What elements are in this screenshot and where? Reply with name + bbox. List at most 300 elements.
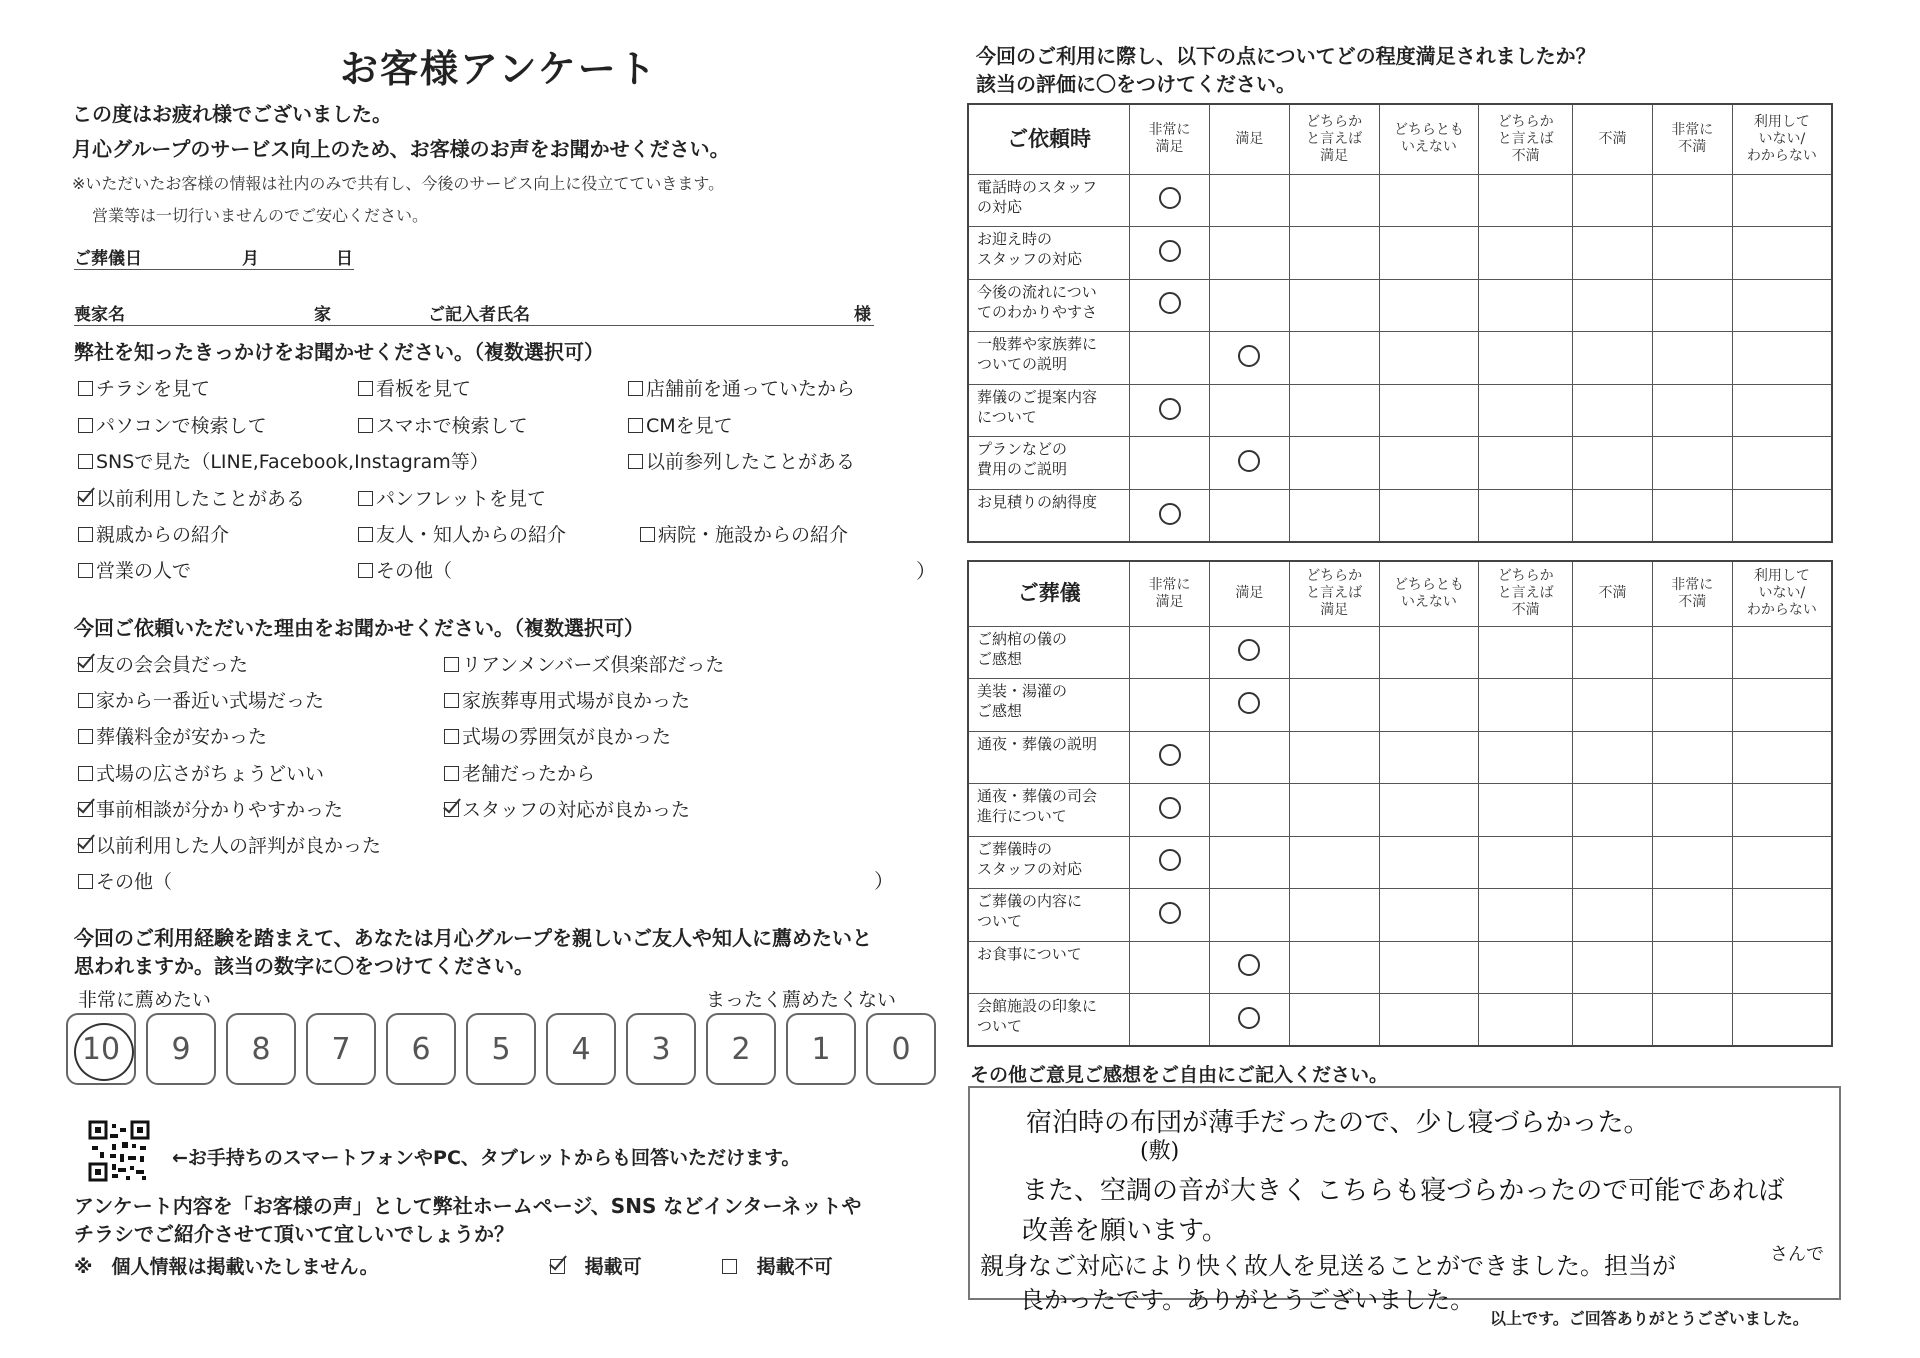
request-rating-cell-1-6[interactable] xyxy=(1652,227,1732,280)
q2-option-6[interactable] xyxy=(78,759,324,786)
funeral-rating-cell-0-1[interactable] xyxy=(1209,626,1289,679)
request-column-header-1-line-0: 満足 xyxy=(1235,130,1264,147)
score-button-4[interactable]: 4 xyxy=(546,1013,616,1085)
q2-option-3[interactable] xyxy=(444,686,690,713)
publish-ok-option[interactable] xyxy=(550,1252,642,1279)
request-row-label-4-line-0: 葬儀のご提案内容 xyxy=(977,387,1098,406)
q2-option-1-checkbox[interactable] xyxy=(444,657,459,672)
q1-option-6-checkbox[interactable] xyxy=(78,454,93,469)
funeral-column-header-5-line-0: 不満 xyxy=(1598,585,1627,602)
funeral-rating-cell-5-1[interactable] xyxy=(1209,889,1289,942)
table-row xyxy=(968,889,1832,942)
publish-ok-label: 掲載可 xyxy=(584,1256,642,1278)
q2-option-6-checkbox[interactable] xyxy=(78,766,93,781)
funeral-rating-cell-5-0[interactable] xyxy=(1130,889,1210,942)
request-rating-cell-0-4[interactable] xyxy=(1479,174,1573,227)
q2-option-9-checkbox[interactable] xyxy=(444,802,459,817)
satisfaction-line-1: 今回のご利用に際し、以下の点についてどの程度満足されましたか？ xyxy=(976,44,1596,68)
request-rating-cell-2-7[interactable] xyxy=(1732,279,1832,332)
q1-close-paren: ） xyxy=(916,559,936,583)
q1-option-5-checkbox[interactable] xyxy=(628,418,643,433)
funeral-rating-cell-6-6[interactable] xyxy=(1652,941,1732,994)
funeral-rating-cell-7-4[interactable] xyxy=(1479,994,1573,1047)
score-button-6[interactable]: 6 xyxy=(386,1013,456,1085)
comments-title: その他ご意見ご感想をご自由にご記入ください。 xyxy=(970,1064,1389,1086)
request-rating-cell-6-2[interactable] xyxy=(1289,490,1379,543)
q1-option-1-checkbox[interactable] xyxy=(358,381,373,396)
closing-text: 以上です。ご回答ありがとうございました。 xyxy=(1490,1309,1809,1328)
q2-option-9[interactable] xyxy=(444,795,690,822)
score-button-8[interactable]: 8 xyxy=(226,1013,296,1085)
funeral-rating-cell-6-1[interactable] xyxy=(1209,941,1289,994)
circle-mark-icon xyxy=(1159,398,1181,420)
q1-option-12-checkbox[interactable] xyxy=(640,527,655,542)
request-rating-cell-5-3[interactable] xyxy=(1379,437,1479,490)
request-rating-cell-1-4[interactable] xyxy=(1479,227,1573,280)
funeral-rating-cell-6-5[interactable] xyxy=(1573,941,1653,994)
funeral-rating-cell-6-7[interactable] xyxy=(1732,941,1832,994)
q2-option-8[interactable] xyxy=(78,795,343,822)
circle-mark-icon xyxy=(1238,1007,1260,1029)
request-satisfaction-table xyxy=(967,103,1833,543)
q2-option-3-label: 家族葬専用式場が良かった xyxy=(462,690,691,712)
funeral-rating-cell-3-2[interactable] xyxy=(1289,784,1379,837)
circle-mark-icon xyxy=(1238,450,1260,472)
q1-option-7-label: 以前参列したことがある xyxy=(646,451,856,473)
q2-option-2-checkbox[interactable] xyxy=(78,693,93,708)
funeral-rating-cell-6-4[interactable] xyxy=(1479,941,1573,994)
request-column-header-4-line-1: と言えば xyxy=(1497,130,1554,147)
table-row xyxy=(968,490,1832,543)
q2-option-7[interactable] xyxy=(444,759,595,786)
circle-mark-icon xyxy=(1159,240,1181,262)
funeral-rating-cell-7-5[interactable] xyxy=(1573,994,1653,1047)
request-rating-cell-0-7[interactable] xyxy=(1732,174,1832,227)
request-rating-cell-6-0[interactable] xyxy=(1130,490,1210,543)
request-row-label-4-line-1: について xyxy=(977,407,1037,426)
request-rating-cell-1-0[interactable] xyxy=(1130,227,1210,280)
funeral-rating-cell-3-5[interactable] xyxy=(1573,784,1653,837)
funeral-column-header-1 xyxy=(1209,561,1289,626)
funeral-row-label-0 xyxy=(968,626,1130,679)
request-rating-cell-1-7[interactable] xyxy=(1732,227,1832,280)
q1-option-6-label: SNSで見た（LINE,Facebook,Instagram等） xyxy=(96,451,489,473)
score-button-10[interactable]: 10 xyxy=(66,1013,136,1085)
q1-option-8-checkbox[interactable] xyxy=(78,491,93,506)
funeral-column-header-6 xyxy=(1652,561,1732,626)
request-rating-cell-3-3[interactable] xyxy=(1379,332,1479,385)
request-rating-cell-5-7[interactable] xyxy=(1732,437,1832,490)
comment-line-2: また、空調の音が大きく こちらも寝づらかったので可能であれば xyxy=(1022,1176,1785,1206)
funeral-rating-cell-5-7[interactable] xyxy=(1732,889,1832,942)
funeral-rating-cell-1-1[interactable] xyxy=(1209,679,1289,732)
q1-option-4-checkbox[interactable] xyxy=(358,418,373,433)
q1-option-14[interactable] xyxy=(358,556,452,583)
q1-title: 弊社を知ったきっかけをお聞かせください。（複数選択可） xyxy=(74,340,604,364)
funeral-rating-cell-3-3[interactable] xyxy=(1379,784,1479,837)
q1-option-5-label: CMを見て xyxy=(646,415,733,437)
q2-option-10-checkbox[interactable] xyxy=(78,838,93,853)
request-row-label-6-line-0: お見積りの納得度 xyxy=(977,493,1098,512)
funeral-rating-cell-2-7[interactable] xyxy=(1732,731,1832,784)
funeral-row-label-1-line-0: 美装・湯灌の xyxy=(977,682,1068,700)
q1-option-2[interactable] xyxy=(628,374,855,401)
funeral-row-label-4 xyxy=(968,836,1130,889)
funeral-column-header-0-line-1: 満足 xyxy=(1155,593,1184,610)
request-rating-cell-2-0[interactable] xyxy=(1130,279,1210,332)
request-rating-cell-2-3[interactable] xyxy=(1379,279,1479,332)
family-suffix: 家 xyxy=(314,305,331,325)
funeral-rating-cell-4-2[interactable] xyxy=(1289,836,1379,889)
request-rating-cell-2-2[interactable] xyxy=(1289,279,1379,332)
table-row xyxy=(968,279,1832,332)
satisfaction-question xyxy=(976,42,1596,98)
funeral-rating-cell-5-3[interactable] xyxy=(1379,889,1479,942)
funeral-rating-cell-0-0[interactable] xyxy=(1130,626,1210,679)
q1-option-3[interactable] xyxy=(78,411,267,438)
funeral-rating-cell-3-0[interactable] xyxy=(1130,784,1210,837)
funeral-rating-cell-0-5[interactable] xyxy=(1573,626,1653,679)
funeral-rating-cell-3-4[interactable] xyxy=(1479,784,1573,837)
funeral-rating-cell-6-3[interactable] xyxy=(1379,941,1479,994)
q1-option-9-checkbox[interactable] xyxy=(358,491,373,506)
q2-option-4-checkbox[interactable] xyxy=(78,729,93,744)
request-rating-cell-1-2[interactable] xyxy=(1289,227,1379,280)
request-rating-cell-0-0[interactable] xyxy=(1130,174,1210,227)
request-rating-cell-3-4[interactable] xyxy=(1479,332,1573,385)
request-rating-cell-4-4[interactable] xyxy=(1479,384,1573,437)
request-rating-cell-6-3[interactable] xyxy=(1379,490,1479,543)
q1-option-5[interactable] xyxy=(628,411,733,438)
funeral-rating-cell-4-4[interactable] xyxy=(1479,836,1573,889)
request-rating-cell-0-5[interactable] xyxy=(1573,174,1653,227)
circle-mark-icon xyxy=(1159,292,1181,314)
q1-option-10-checkbox[interactable] xyxy=(78,527,93,542)
publish-ng-checkbox[interactable] xyxy=(722,1259,737,1274)
request-rating-cell-3-0[interactable] xyxy=(1130,332,1210,385)
funeral-rating-cell-2-0[interactable] xyxy=(1130,731,1210,784)
score-button-7[interactable]: 7 xyxy=(306,1013,376,1085)
request-rating-cell-4-2[interactable] xyxy=(1289,384,1379,437)
funeral-rating-cell-2-3[interactable] xyxy=(1379,731,1479,784)
funeral-rating-cell-5-4[interactable] xyxy=(1479,889,1573,942)
request-rating-cell-4-0[interactable] xyxy=(1130,384,1210,437)
request-rating-cell-1-3[interactable] xyxy=(1379,227,1479,280)
q1-option-7-checkbox[interactable] xyxy=(628,454,643,469)
request-column-header-3-line-0: どちらとも xyxy=(1393,122,1464,139)
q1-option-11-checkbox[interactable] xyxy=(358,527,373,542)
funeral-row-label-2-line-0: 通夜・葬儀の説明 xyxy=(977,734,1098,753)
q1-option-9[interactable] xyxy=(358,484,546,511)
funeral-column-header-3 xyxy=(1379,561,1479,626)
request-row-label-1-line-0: お迎え時の xyxy=(977,230,1053,249)
funeral-row-label-7-line-0: 会館施設の印象に xyxy=(977,997,1098,1015)
request-rating-cell-5-5[interactable] xyxy=(1573,437,1653,490)
q1-option-13-checkbox[interactable] xyxy=(78,563,93,578)
funeral-rating-cell-1-0[interactable] xyxy=(1130,679,1210,732)
q1-option-2-checkbox[interactable] xyxy=(628,381,643,396)
q2-option-7-checkbox[interactable] xyxy=(444,766,459,781)
request-column-header-4 xyxy=(1479,104,1573,174)
request-row-label-1 xyxy=(968,227,1130,280)
funeral-row-label-3-line-1: 進行について xyxy=(977,807,1067,825)
scale-left-label: 非常に薦めたい xyxy=(78,989,212,1011)
funeral-rating-cell-1-2[interactable] xyxy=(1289,679,1379,732)
funeral-rating-cell-4-3[interactable] xyxy=(1379,836,1479,889)
request-rating-cell-1-5[interactable] xyxy=(1573,227,1653,280)
funeral-rating-cell-7-2[interactable] xyxy=(1289,994,1379,1047)
request-section-title: ご依頼時 xyxy=(968,104,1130,174)
q2-option-0-checkbox[interactable] xyxy=(78,657,93,672)
funeral-rating-cell-4-1[interactable] xyxy=(1209,836,1289,889)
q2-option-2[interactable] xyxy=(78,686,324,713)
request-rating-cell-3-6[interactable] xyxy=(1652,332,1732,385)
funeral-rating-cell-3-6[interactable] xyxy=(1652,784,1732,837)
funeral-column-header-4 xyxy=(1479,561,1573,626)
q2-option-3-checkbox[interactable] xyxy=(444,693,459,708)
request-column-header-5 xyxy=(1573,104,1653,174)
circle-mark-icon xyxy=(1238,345,1260,367)
month-label: 月 xyxy=(242,249,259,269)
q2-option-8-label: 事前相談が分かりやすかった xyxy=(96,799,344,821)
funeral-row-label-2 xyxy=(968,731,1130,784)
funeral-rating-cell-2-1[interactable] xyxy=(1209,731,1289,784)
q1-option-11[interactable] xyxy=(358,520,566,547)
q1-option-13[interactable] xyxy=(78,556,191,583)
funeral-rating-cell-0-4[interactable] xyxy=(1479,626,1573,679)
request-row-label-5-line-0: プランなどの xyxy=(977,440,1068,459)
q1-option-0[interactable] xyxy=(78,374,210,401)
request-rating-cell-4-6[interactable] xyxy=(1652,384,1732,437)
funeral-rating-cell-4-5[interactable] xyxy=(1573,836,1653,889)
funeral-rating-cell-0-2[interactable] xyxy=(1289,626,1379,679)
qr-code-icon[interactable] xyxy=(88,1120,150,1182)
table-row xyxy=(968,784,1832,837)
name-fields[interactable] xyxy=(74,300,874,326)
funeral-rating-cell-1-4[interactable] xyxy=(1479,679,1573,732)
q1-option-1[interactable] xyxy=(358,374,471,401)
q1-option-8-label: 以前利用したことがある xyxy=(96,488,306,510)
circle-mark-icon xyxy=(1159,744,1181,766)
request-rating-cell-0-2[interactable] xyxy=(1289,174,1379,227)
circle-mark-icon xyxy=(1159,503,1181,525)
request-row-label-2-line-0: 今後の流れについ xyxy=(977,282,1097,301)
comment-insert: (敷) xyxy=(1140,1139,1180,1164)
recommend-scale xyxy=(66,1013,936,1085)
funeral-rating-cell-4-7[interactable] xyxy=(1732,836,1832,889)
funeral-rating-cell-1-6[interactable] xyxy=(1652,679,1732,732)
funeral-rating-cell-2-6[interactable] xyxy=(1652,731,1732,784)
request-rating-cell-2-4[interactable] xyxy=(1479,279,1573,332)
request-column-header-4-line-0: どちらか xyxy=(1497,113,1554,130)
q1-option-3-checkbox[interactable] xyxy=(78,418,93,433)
funeral-rating-cell-6-2[interactable] xyxy=(1289,941,1379,994)
q2-option-11-checkbox[interactable] xyxy=(78,874,93,889)
scale-right-label: まったく薦めたくない xyxy=(706,989,897,1011)
funeral-rating-cell-1-3[interactable] xyxy=(1379,679,1479,732)
funeral-rating-cell-7-3[interactable] xyxy=(1379,994,1479,1047)
q2-option-4[interactable] xyxy=(78,722,267,749)
funeral-row-label-1 xyxy=(968,679,1130,732)
comment-line-5: 良かったです。ありがとうございました。 xyxy=(1020,1286,1475,1314)
score-button-3[interactable]: 3 xyxy=(626,1013,696,1085)
publish-ng-option[interactable] xyxy=(722,1252,833,1279)
request-rating-cell-6-6[interactable] xyxy=(1652,490,1732,543)
request-column-header-1 xyxy=(1209,104,1289,174)
score-button-1[interactable]: 1 xyxy=(786,1013,856,1085)
q2-option-5-label: 式場の雰囲気が良かった xyxy=(462,726,672,748)
funeral-rating-cell-5-6[interactable] xyxy=(1652,889,1732,942)
funeral-rating-cell-2-2[interactable] xyxy=(1289,731,1379,784)
request-rating-cell-6-1[interactable] xyxy=(1209,490,1289,543)
q1-option-12[interactable] xyxy=(640,520,848,547)
request-rating-cell-5-2[interactable] xyxy=(1289,437,1379,490)
funeral-column-header-0-line-0: 非常に xyxy=(1148,576,1191,593)
funeral-rating-cell-5-5[interactable] xyxy=(1573,889,1653,942)
writer-suffix: 様 xyxy=(854,305,871,325)
funeral-column-header-4-line-2: 不満 xyxy=(1511,602,1540,619)
request-row-label-2 xyxy=(968,279,1130,332)
circle-mark-icon xyxy=(1159,797,1181,819)
request-row-label-0-line-0: 電話時のスタッフ xyxy=(977,177,1098,196)
privacy-note-2: 営業等は一切行いませんのでご安心ください。 xyxy=(92,206,429,225)
request-rating-cell-5-6[interactable] xyxy=(1652,437,1732,490)
request-rating-cell-2-5[interactable] xyxy=(1573,279,1653,332)
score-button-2[interactable]: 2 xyxy=(706,1013,776,1085)
request-rating-cell-2-6[interactable] xyxy=(1652,279,1732,332)
request-rating-cell-4-3[interactable] xyxy=(1379,384,1479,437)
table-row xyxy=(968,174,1832,227)
request-rating-cell-2-1[interactable] xyxy=(1209,279,1289,332)
funeral-row-label-5-line-1: ついて xyxy=(977,912,1023,930)
funeral-rating-cell-1-5[interactable] xyxy=(1573,679,1653,732)
funeral-rating-cell-7-0[interactable] xyxy=(1130,994,1210,1047)
q1-option-10[interactable] xyxy=(78,520,229,547)
q1-option-7[interactable] xyxy=(628,447,855,474)
score-button-9[interactable]: 9 xyxy=(146,1013,216,1085)
circle-mark-icon xyxy=(1238,692,1260,714)
funeral-rating-cell-0-6[interactable] xyxy=(1652,626,1732,679)
q1-option-8[interactable] xyxy=(78,484,305,511)
request-row-label-0 xyxy=(968,174,1130,227)
q1-option-3-label: パソコンで検索して xyxy=(96,415,267,437)
circle-mark-icon xyxy=(1238,954,1260,976)
funeral-section-title: ご葬儀 xyxy=(968,561,1130,626)
funeral-rating-cell-0-7[interactable] xyxy=(1732,626,1832,679)
funeral-rating-cell-3-1[interactable] xyxy=(1209,784,1289,837)
funeral-rating-cell-1-7[interactable] xyxy=(1732,679,1832,732)
score-button-5[interactable]: 5 xyxy=(466,1013,536,1085)
funeral-rating-cell-2-5[interactable] xyxy=(1573,731,1653,784)
request-row-label-5 xyxy=(968,437,1130,490)
publish-ok-checkbox[interactable] xyxy=(550,1259,565,1274)
funeral-row-label-6-line-0: お食事について xyxy=(977,944,1082,963)
request-column-header-7-line-0: 利用して xyxy=(1753,113,1810,130)
q2-option-10[interactable] xyxy=(78,831,381,858)
request-row-label-3-line-1: ついての説明 xyxy=(977,355,1068,374)
score-button-0[interactable]: 0 xyxy=(866,1013,936,1085)
q2-option-0[interactable] xyxy=(78,650,248,677)
request-column-header-6-line-1: 不満 xyxy=(1678,139,1707,156)
q2-option-11[interactable] xyxy=(78,867,172,894)
online-answer-text: ←お手持ちのスマートフォンやPC、タブレットからも回答いただけます。 xyxy=(172,1147,801,1169)
funeral-rating-cell-0-3[interactable] xyxy=(1379,626,1479,679)
request-rating-cell-1-1[interactable] xyxy=(1209,227,1289,280)
q2-option-5-checkbox[interactable] xyxy=(444,729,459,744)
request-rating-cell-6-5[interactable] xyxy=(1573,490,1653,543)
table-row xyxy=(968,941,1832,994)
request-rating-cell-3-2[interactable] xyxy=(1289,332,1379,385)
request-rating-cell-0-6[interactable] xyxy=(1652,174,1732,227)
funeral-rating-cell-4-0[interactable] xyxy=(1130,836,1210,889)
intro-line-2: 月心グループのサービス向上のため、お客様のお声をお聞かせください。 xyxy=(72,137,730,161)
funeral-rating-cell-7-7[interactable] xyxy=(1732,994,1832,1047)
funeral-row-label-0-line-1: ご感想 xyxy=(977,649,1023,668)
q1-option-6[interactable] xyxy=(78,447,489,474)
funeral-rating-cell-5-2[interactable] xyxy=(1289,889,1379,942)
request-rating-cell-3-7[interactable] xyxy=(1732,332,1832,385)
q2-option-5[interactable] xyxy=(444,722,671,749)
table-row xyxy=(968,384,1832,437)
funeral-rating-cell-6-0[interactable] xyxy=(1130,941,1210,994)
request-column-header-7 xyxy=(1732,104,1832,174)
request-rating-cell-6-4[interactable] xyxy=(1479,490,1573,543)
funeral-rating-cell-3-7[interactable] xyxy=(1732,784,1832,837)
funeral-date-field[interactable] xyxy=(74,244,354,270)
request-rating-cell-3-5[interactable] xyxy=(1573,332,1653,385)
q2-option-0-label: 友の会会員だった xyxy=(96,654,249,676)
request-rating-cell-4-7[interactable] xyxy=(1732,384,1832,437)
request-column-header-2 xyxy=(1289,104,1379,174)
q2-option-1[interactable] xyxy=(444,650,724,677)
funeral-rating-cell-4-6[interactable] xyxy=(1652,836,1732,889)
q2-option-1-label: リアンメンバーズ倶楽部だった xyxy=(462,654,725,676)
request-rating-cell-3-1[interactable] xyxy=(1209,332,1289,385)
request-rating-cell-0-3[interactable] xyxy=(1379,174,1479,227)
request-rating-cell-4-5[interactable] xyxy=(1573,384,1653,437)
request-column-header-2-line-0: どちらか xyxy=(1306,113,1363,130)
publish-line-1: アンケート内容を「お客様の声」として弊社ホームページ、SNS などインターネットや xyxy=(74,1194,862,1218)
request-rating-cell-4-1[interactable] xyxy=(1209,384,1289,437)
q1-option-1-label: 看板を見て xyxy=(376,378,472,400)
q2-option-4-label: 葬儀料金が安かった xyxy=(96,726,268,748)
funeral-rating-cell-2-4[interactable] xyxy=(1479,731,1573,784)
funeral-satisfaction-table xyxy=(967,560,1833,1047)
page-title: お客様アンケート xyxy=(340,47,658,91)
q1-option-0-checkbox[interactable] xyxy=(78,381,93,396)
request-rating-cell-5-1[interactable] xyxy=(1209,437,1289,490)
request-rating-cell-0-1[interactable] xyxy=(1209,174,1289,227)
intro-line-1: この度はお疲れ様でございました。 xyxy=(72,102,392,126)
request-rating-cell-5-4[interactable] xyxy=(1479,437,1573,490)
q2-title: 今回ご依頼いただいた理由をお聞かせください。（複数選択可） xyxy=(74,616,644,640)
request-rating-cell-6-7[interactable] xyxy=(1732,490,1832,543)
publish-line-2: チラシでご紹介させて頂いて宜しいでしょうか？ xyxy=(74,1222,514,1246)
request-rating-cell-5-0[interactable] xyxy=(1130,437,1210,490)
q1-option-14-checkbox[interactable] xyxy=(358,563,373,578)
q1-option-14-label: その他（ xyxy=(376,560,453,582)
funeral-rating-cell-7-1[interactable] xyxy=(1209,994,1289,1047)
q1-option-4[interactable] xyxy=(358,411,528,438)
funeral-row-label-7-line-1: ついて xyxy=(977,1017,1023,1035)
comment-line-1: 宿泊時の布団が薄手だったので、少し寝づらかった。 xyxy=(1026,1108,1650,1138)
q2-option-8-checkbox[interactable] xyxy=(78,802,93,817)
funeral-row-label-6 xyxy=(968,941,1130,994)
q1-option-11-label: 友人・知人からの紹介 xyxy=(376,524,567,546)
q1-option-10-label: 親戚からの紹介 xyxy=(96,524,230,546)
funeral-rating-cell-7-6[interactable] xyxy=(1652,994,1732,1047)
funeral-column-header-2 xyxy=(1289,561,1379,626)
